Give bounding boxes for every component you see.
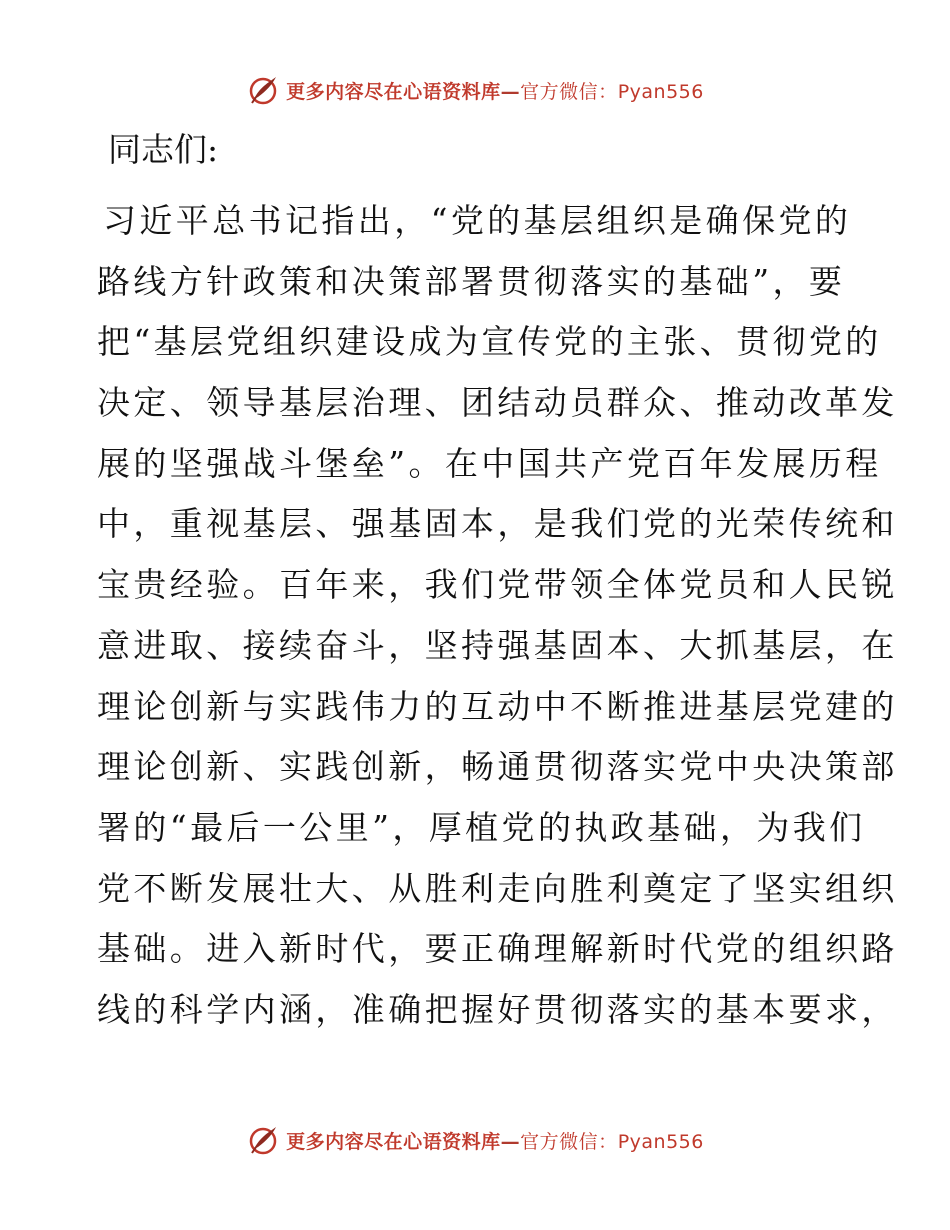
quill-swirl-icon [246,1123,280,1157]
banner-dash: — [500,1130,521,1153]
header-banner-text [286,77,704,104]
banner-wechat-id: Pyan556 [617,80,704,103]
text-line: 中，重视基层、强基固本，是我们党的光荣传统和 [97,504,898,544]
banner-wechat-label: 官方微信： [520,1130,618,1153]
text-line: 署的“最后一公里”，厚植党的执政基础，为我们 [97,807,866,847]
text-line: 线的科学内涵，准确把握好贯彻落实的基本要求， [97,989,898,1029]
text-line: 党不断发展壮大、从胜利走向胜利奠定了坚实组织 [97,868,898,908]
text-line: 展的坚强战斗堡垒”。在中国共产党百年发展历程 [97,443,882,483]
body-text [97,191,898,1041]
greeting: 同志们: [108,130,219,169]
banner-main-text: 更多内容尽在心语资料库 [286,1130,501,1153]
text-line: 理论创新与实践伟力的互动中不断推进基层党建的 [97,686,898,726]
banner-wechat-id: Pyan556 [617,1130,704,1153]
banner-dash: — [500,80,521,103]
header-banner [0,70,950,110]
quill-swirl-icon [246,73,280,107]
banner-main-text: 更多内容尽在心语资料库 [286,80,501,103]
text-line: 决定、领导基层治理、团结动员群众、推动改革发 [97,383,898,423]
footer-banner-text [286,1127,704,1154]
text-line: 把“基层党组织建设成为宣传党的主张、贯彻党的 [97,322,882,362]
text-line: 宝贵经验。百年来，我们党带领全体党员和人民锐 [97,565,898,605]
text-line: 习近平总书记指出，“党的基层组织是确保党的 [103,201,852,240]
footer-banner [0,1120,950,1160]
text-line: 基础。进入新时代，要正确理解新时代党的组织路 [97,929,898,969]
banner-wechat-label: 官方微信： [520,80,618,103]
text-line: 意进取、接续奋斗，坚持强基固本、大抓基层，在 [97,625,898,665]
text-line: 理论创新、实践创新，畅通贯彻落实党中央决策部 [97,747,898,787]
text-line: 路线方针政策和决策部署贯彻落实的基础”，要 [97,261,846,301]
